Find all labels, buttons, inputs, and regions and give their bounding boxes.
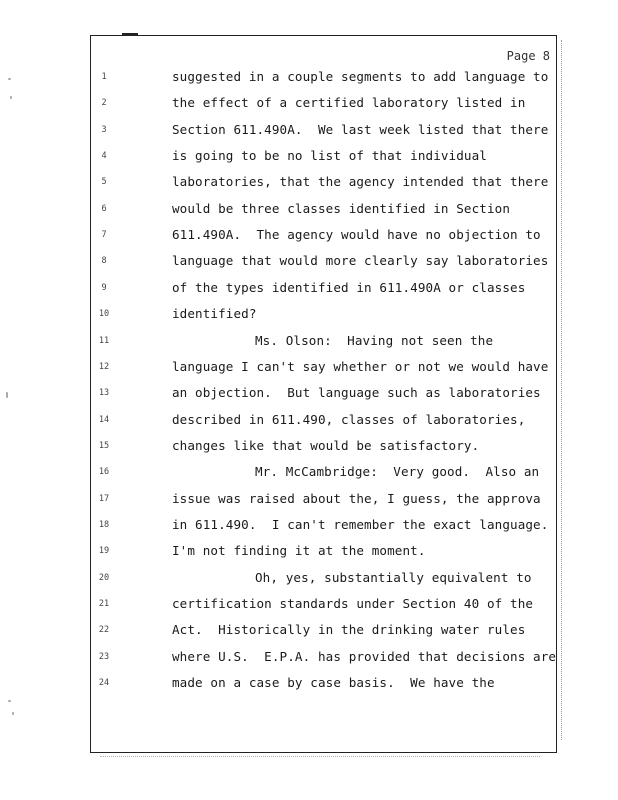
line-text: changes like that would be satisfactory. xyxy=(172,438,480,453)
line-text: made on a case by case basis. We have the xyxy=(172,675,495,690)
line-number: 4 xyxy=(101,151,107,161)
line-number: 18 xyxy=(98,520,110,530)
line-text: 611.490A. The agency would have no objection to xyxy=(172,227,541,242)
line-number: 6 xyxy=(101,204,107,214)
line-number: 13 xyxy=(98,388,110,398)
scan-speck xyxy=(6,392,8,398)
line-text: the effect of a certified laboratory listed in xyxy=(172,95,526,110)
line-text: language I can't say whether or not we would have xyxy=(172,359,549,374)
line-number: 7 xyxy=(101,230,107,240)
line-text: would be three classes identified in Section xyxy=(172,201,511,216)
line-number: 17 xyxy=(98,494,110,504)
line-number: 24 xyxy=(98,678,110,688)
bottom-scan-line xyxy=(100,756,540,757)
line-text: where U.S. E.P.A. has provided that decisions are xyxy=(172,649,557,664)
line-number: 11 xyxy=(98,336,110,346)
line-text: described in 611.490, classes of laboratories, xyxy=(172,412,526,427)
line-text: Mr. McCambridge: Very good. Also an xyxy=(255,464,540,479)
line-text: language that would more clearly say laboratories xyxy=(172,253,549,268)
scan-speck xyxy=(12,712,14,715)
scan-speck xyxy=(10,96,12,99)
line-number: 5 xyxy=(101,177,107,187)
scan-speck xyxy=(8,700,11,702)
line-text: laboratories, that the agency intended that there xyxy=(172,174,549,189)
line-number: 2 xyxy=(101,98,107,108)
line-number: 9 xyxy=(101,283,107,293)
line-number: 3 xyxy=(101,125,107,135)
line-number: 20 xyxy=(98,573,110,583)
line-number: 10 xyxy=(98,309,110,319)
line-text: in 611.490. I can't remember the exact language. xyxy=(172,517,549,532)
line-number: 15 xyxy=(98,441,110,451)
line-text: is going to be no list of that individual xyxy=(172,148,487,163)
line-number: 19 xyxy=(98,546,110,556)
line-number: 22 xyxy=(98,625,110,635)
line-number: 12 xyxy=(98,362,110,372)
line-number: 1 xyxy=(101,72,107,82)
line-text: Ms. Olson: Having not seen the xyxy=(255,333,494,348)
line-text: an objection. But language such as laboratories xyxy=(172,385,541,400)
line-text: of the types identified in 611.490A or classes xyxy=(172,280,526,295)
line-text: Act. Historically in the drinking water rules xyxy=(172,622,526,637)
line-number: 14 xyxy=(98,415,110,425)
right-margin-scan-line xyxy=(561,40,562,740)
line-number: 16 xyxy=(98,467,110,477)
line-number: 21 xyxy=(98,599,110,609)
line-text: certification standards under Section 40 of the xyxy=(172,596,534,611)
line-number: 8 xyxy=(101,256,107,266)
line-text: Oh, yes, substantially equivalent to xyxy=(255,570,532,585)
line-text: issue was raised about the, I guess, the approva xyxy=(172,491,541,506)
page-number: Page 8 xyxy=(506,49,550,63)
frame-top-mark xyxy=(122,33,138,35)
line-text: identified? xyxy=(172,306,257,321)
scan-speck xyxy=(8,78,11,80)
line-text: I'm not finding it at the moment. xyxy=(172,543,426,558)
line-text: Section 611.490A. We last week listed that there xyxy=(172,122,549,137)
line-number: 23 xyxy=(98,652,110,662)
line-text: suggested in a couple segments to add language to xyxy=(172,69,549,84)
